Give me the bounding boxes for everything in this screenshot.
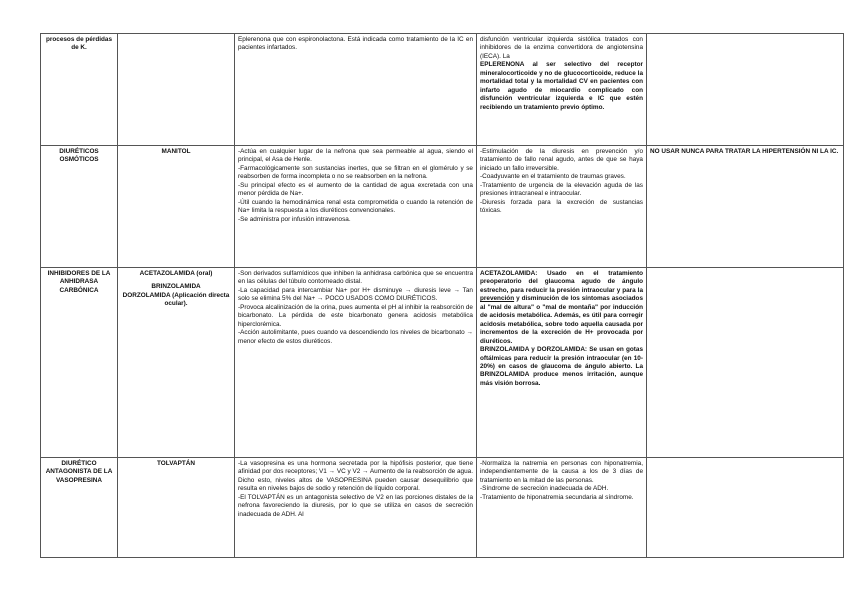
uses-text: EPLERENONA al ser selectivo del receptor mineralocorticoide y no de glucocorticoide, reduce la mortalidad total y la mortalidad CV en pacientes con infarto agudo de miocardio complicado con disfunción ventricular izquierda e IC que estén recibiendo un tratamiento previo óptimo.: [480, 61, 643, 111]
notes-cell: [647, 458, 844, 558]
uses-text: Usado en el tratamiento preoperatorio del glaucoma agudo de ángulo estrecho, para reducir la presión intraocular y para la: [480, 270, 643, 294]
table-row: [41, 34, 844, 146]
mechanism-text: -Se administra por infusión intravenosa.: [238, 215, 351, 223]
notes-cell: [647, 146, 844, 268]
uses-cell: [477, 34, 647, 146]
uses-text: -Tratamiento de hiponatremia secundaria al síndrome.: [480, 493, 634, 501]
mechanism-cell: [235, 268, 477, 458]
notes-text: NO USAR NUNCA PARA TRATAR LA HIPERTENSIÓN NI LA IC.: [650, 148, 839, 155]
notes-cell: [647, 34, 844, 146]
uses-text: -Normaliza la natremia en personas con hiponatremia, independientemente de la causa a los de 3 días de tratamiento en la mitad de las personas.: [480, 460, 643, 484]
mechanism-cell: [235, 146, 477, 268]
uses-text: Se usan en gotas oftálmicas para reducir la presión intraocular (en 10-20%) en casos de glaucoma de ángulo abierto. La BRINZOLAMIDA produce menos irritación, aunque más visión borrosa.: [480, 346, 644, 387]
uses-cell: [477, 458, 647, 558]
uses-text: y disminución de los síntomas asociados al "mal de altura" o "mal de montaña" por inducción de acidosis metabólica. Además, es útil para corregir acidosis metabólica, sobre todo aquella causada por incrementos de la excreción de H+ provocada por diuréticos.: [480, 295, 643, 345]
uses-heading: ACETAZOLAMIDA:: [480, 270, 538, 277]
group-cell: [41, 146, 118, 268]
drug-cell: [118, 458, 235, 558]
uses-text: prevención: [480, 295, 515, 303]
group-label: DIURÉTICO ANTAGONISTA DE LA VASOPRESINA: [45, 460, 113, 484]
drug-cell: [118, 146, 235, 268]
mechanism-text: -Acción autolimitante, pues cuando va descendiendo los niveles de bicarbonato → menor efecto de estos diuréticos.: [238, 329, 473, 345]
mechanism-text: -Farmacológicamente son sustancias inertes, que se filtran en el glomérulo y se reabsorben de forma incompleta o no se reabsorben en la nefrona.: [238, 164, 473, 181]
drug-label: DORZOLAMIDA (Aplicación directa ocular).: [122, 291, 230, 308]
notes-cell: [647, 268, 844, 458]
table-row: [41, 458, 844, 558]
mechanism-text: -La capacidad para intercambiar Na+ por H+ disminuye → diuresis leve → Tan solo se elimina 5% del Na+ → POCO USADOS COMO DIURÉTICOS.: [238, 286, 473, 303]
uses-text: -Síndrome de secreción inadecuada de ADH.: [480, 485, 609, 493]
mechanism-text: -Son derivados sulfamídicos que inhiben la anhidrasa carbónica que se encuentra en las células del túbulo contorneado distal.: [238, 270, 473, 286]
uses-paragraph: [480, 346, 643, 388]
table-row: [41, 268, 844, 458]
uses-text: -Estimulación de la diuresis en prevención y/o tratamiento de fallo renal agudo, antes de que se haya iniciado un fallo irreversible.: [480, 148, 643, 172]
table-row: [41, 146, 844, 268]
uses-heading: BRINZOLAMIDA y DORZOLAMIDA:: [480, 346, 588, 354]
group-cell: [41, 268, 118, 458]
mechanism-text: -La vasopresina es una hormona secretada por la hipófisis posterior, que tiene afinidad por dos receptores; V1 → VC y V2 → Aumento de la reabsorción de agua. Dicho esto, niveles altos de VASOPRESINA pueden causar desequilibrio que resulta en niveles bajos de sodio y retención de líquido corporal.: [238, 460, 473, 493]
mechanism-text: Eplerenona que con espironolactona. Está indicada como tratamiento de la IC en pacientes infartados.: [238, 36, 473, 52]
drug-table: [40, 33, 844, 558]
uses-paragraph: [480, 270, 643, 346]
uses-cell: [477, 146, 647, 268]
mechanism-text: -Útil cuando la hemodinámica renal esta comprometida o cuando la retención de Na+ limita la respuesta a los diuréticos convencionales.: [238, 198, 473, 215]
mechanism-text: -Su principal efecto es el aumento de la cantidad de agua excretada con una menor pérdida de Na+.: [238, 181, 473, 198]
group-label: INHIBIDORES DE LA ANHIDRASA CARBÓNICA: [47, 270, 111, 294]
drug-label: ACETAZOLAMIDA (oral): [139, 270, 213, 277]
uses-text: -Coadyuvante en el tratamiento de traumas graves.: [480, 173, 626, 181]
mechanism-text: -Actúa en cualquier lugar de la nefrona que sea permeable al agua, siendo el principal, el Asa de Henle.: [238, 148, 473, 164]
drug-label: TOLVAPTÁN: [157, 460, 195, 467]
uses-text: -Tratamiento de urgencia de la elevación aguda de las presiones intracraneal e intraocular.: [480, 181, 643, 198]
mechanism-cell: [235, 34, 477, 146]
mechanism-text: -El TOLVAPTÁN es un antagonista selectivo de V2 en las porciones distales de la nefrona favoreciendo la diuresis, por lo que se utiliza en casos de secreción inadecuada de ADH. Al: [238, 493, 473, 518]
drug-label: MANITOL: [161, 148, 191, 155]
group-label: procesos de pérdidas de K.: [45, 36, 113, 52]
uses-cell: [477, 268, 647, 458]
mechanism-cell: [235, 458, 477, 558]
group-cell: [41, 458, 118, 558]
drug-label: BRINZOLAMIDA: [151, 283, 201, 291]
drug-cell: [118, 268, 235, 458]
drug-cell: [118, 34, 235, 146]
group-label: DIURÉTICOS OSMÓTICOS: [59, 148, 99, 164]
uses-text: -Diuresis forzada para la excreción de sustancias tóxicas.: [480, 198, 643, 215]
uses-text: disfunción ventricular izquierda sistólica tratados con inhibidores de la enzima convertidora de angiotensina (IECA). La: [480, 36, 643, 60]
group-cell: [41, 34, 118, 146]
mechanism-text: -Provoca alcalinización de la orina, pues aumenta el pH al inhibir la reabsorción de bicarbonato. La pérdida de este bicarbonato genera acidosis metabólica hiperclorémica.: [238, 303, 473, 328]
